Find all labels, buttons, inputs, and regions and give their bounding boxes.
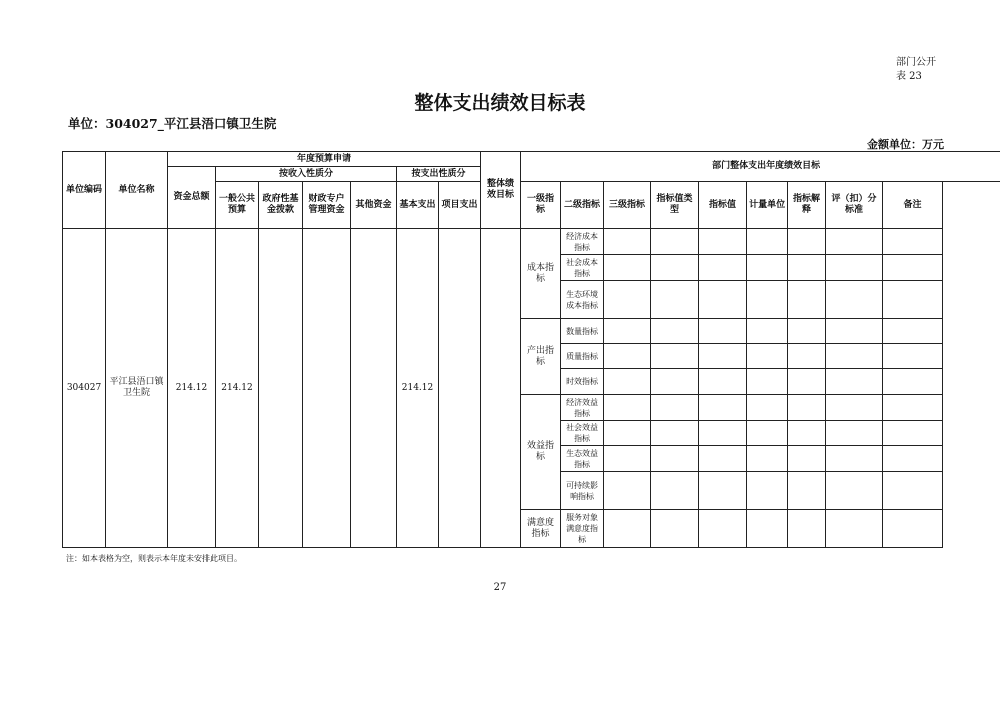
indicator-satisfaction-service: 服务对象满意度指标	[561, 510, 604, 548]
performance-table	[62, 151, 1000, 548]
cell-total-funds: 214.12	[168, 229, 216, 548]
amount-unit: 金额单位：万元	[867, 138, 944, 151]
cell-fiscal-special	[303, 229, 351, 548]
cell-gov-fund	[259, 229, 303, 548]
header-dept-goals: 部门整体支出年度绩效目标	[521, 152, 1000, 182]
indicator-benefit: 效益指标	[521, 395, 561, 510]
indicator-benefit-eco: 生态效益指标	[561, 446, 604, 472]
header-explanation: 指标解释	[788, 182, 826, 229]
indicator-cost-economic: 经济成本指标	[561, 229, 604, 255]
header-annual-budget: 年度预算申请	[168, 152, 481, 167]
header-fiscal-special: 财政专户管理资金	[303, 182, 351, 229]
header-scoring: 评（扣）分标准	[826, 182, 883, 229]
header-project-expense: 项目支出	[439, 182, 481, 229]
header-unit-name: 单位名称	[106, 152, 168, 229]
cell-project-expense	[439, 229, 481, 548]
header-basic-expense: 基本支出	[397, 182, 439, 229]
footnote: 注：如本表格为空，则表示本年度未安排此项目。	[66, 554, 242, 563]
header-by-income: 按收入性质分	[216, 167, 397, 182]
page-number: 27	[493, 582, 507, 593]
header-by-expense: 按支出性质分	[397, 167, 481, 182]
indicator-cost-social: 社会成本指标	[561, 255, 604, 281]
table-number: 表 23	[896, 71, 922, 82]
indicator-output: 产出指标	[521, 319, 561, 395]
unit-label: 单位：304027_平江县浯口镇卫生院	[68, 116, 277, 131]
indicator-satisfaction: 满意度指标	[521, 510, 561, 548]
header-gov-fund: 政府性基金拨款	[259, 182, 303, 229]
header-unit-code: 单位编码	[63, 152, 106, 229]
cell-unit-code: 304027	[63, 229, 106, 548]
cell-unit-name: 平江县浯口镇卫生院	[106, 229, 168, 548]
indicator-benefit-social: 社会效益指标	[561, 421, 604, 446]
indicator-cost: 成本指标	[521, 229, 561, 319]
header-other-funds: 其他资金	[351, 182, 397, 229]
cell-other-funds	[351, 229, 397, 548]
dept-public-text: 部门公开	[896, 57, 936, 68]
indicator-benefit-economic: 经济效益指标	[561, 395, 604, 421]
header-overall-goal: 整体绩效目标	[481, 152, 521, 229]
header-measure-unit: 计量单位	[747, 182, 788, 229]
cell-general-budget: 214.12	[216, 229, 259, 548]
header-total-funds: 资金总额	[168, 167, 216, 229]
cell-basic-expense: 214.12	[397, 229, 439, 548]
indicator-output-time: 时效指标	[561, 369, 604, 395]
header-level3: 三级指标	[604, 182, 651, 229]
indicator-benefit-sustain: 可持续影响指标	[561, 472, 604, 510]
header-general-budget: 一般公共预算	[216, 182, 259, 229]
header-level1: 一级指标	[521, 182, 561, 229]
cell-overall-goal	[481, 229, 521, 548]
indicator-output-qty: 数量指标	[561, 319, 604, 344]
indicator-cost-eco: 生态环境成本指标	[561, 281, 604, 319]
header-level2: 二级指标	[561, 182, 604, 229]
page-title: 整体支出绩效目标表	[414, 92, 586, 114]
header-value-type: 指标值类型	[651, 182, 699, 229]
indicator-output-quality: 质量指标	[561, 344, 604, 369]
header-value: 指标值	[699, 182, 747, 229]
dept-public-label	[896, 56, 936, 84]
header-remarks: 备注	[883, 182, 943, 229]
